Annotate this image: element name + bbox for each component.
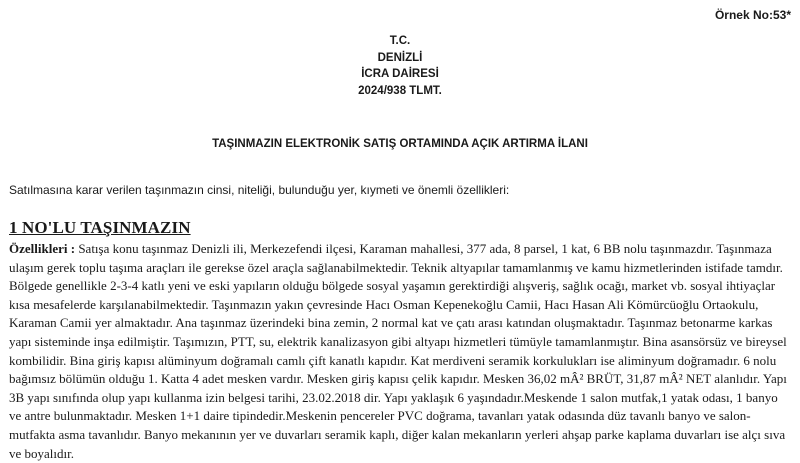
header-office: İCRA DAİRESİ [361, 68, 439, 81]
section-title: 1 NO'LU TAŞINMAZIN [9, 218, 191, 237]
header-country: T.C. [389, 35, 411, 47]
description-text: Satışa konu taşınmaz Denizli ili, Merkezefendi ilçesi, Karaman mahallesi, 377 ada, 8 parsel, 1 kat, 6 BB nolu taşınmazdır. Taşınmaza ulaşım gerek toplu taşıma araçları ile gerekse özel araçla sağlanabilmektedir. Teknik altyapılar tamamlanmış ve kamu hizmetlerinden istifade tamdır. Bölgede genellikle 2-3-4 katlı yeni ve eski yapıların olduğu bölgede sosyal yaşamın gerektirdiği alışveriş, sağlık ocağı, market vb. sosyal ihtiyaçlar kısa mesafelerde karşılanabilmektedir. Taşınmazın yakın çevresinde Hacı Osman Kepenekoğlu Camii, Hacı Hasan Ali Kömürcüoğlu Ortaokulu, Karaman Camii yer almaktadır. Ana taşınmaz üzerindeki bina zemin, 2 normal kat ve çatı arası katından oluşmaktadır. Taşınmaz betonarme karkas yapı sisteminde inşa edilmiştir. Taşımızın, PTT, su, elektrik kanalizasyon gibi altyapı hizmetleri tümüyle tamamlanmıştır. Bina asansörsüz ve bireysel kombilidir. Bina giriş kapısı alüminyum doğramalı camlı çift kanatlı kapıdır. Kat merdiveni seramik korkulukları ise aliminyum doğramadır. 6 nolu bağımsız bölümün olduğu 1. Katta 4 adet mesken vardır. Mesken giriş kapısı çelik kapıdır. Mesken 36,02 mÂ² BRÜT, 31,87 mÂ² NET alanlıdır. Yapı 3B yapı sınıfında olup yapı kullanma izin belgesi tarihi, 23.02.2018 dir. Yapı yaklaşık 6 yaşındadır.Meskende 1 salon mutfak,1 yatak odası, 1 banyo ve antre bulunmaktadır. Mesken 1+1 daire tipindedir.Meskenin pencereler PVC doğrama, tavanları yatak odasında düz tavanlı banyo ve salon-mutfakta asma tavanlıdır. Banyo mekanının yer ve duvarları seramik kaplı, diğer kalan mekanların yerleri ahşap parke kaplama duvarları ise alçı sıva ve boyalıdır. [9, 241, 787, 461]
sample-number: Örnek No:53* [714, 8, 791, 22]
property-description [9, 240, 792, 463]
document-header [0, 33, 800, 100]
header-file-number: 2024/938 TLMT. [358, 85, 442, 98]
description-label: Özellikleri : [9, 241, 76, 256]
intro-text: Satılmasına karar verilen taşınmazın cinsi, niteliği, bulunduğu yer, kıymeti ve önemli özellikleri: [9, 183, 510, 197]
header-city: DENİZLİ [377, 51, 423, 64]
document-title: TAŞINMAZIN ELEKTRONİK SATIŞ ORTAMINDA AÇIK ARTIRMA İLANI [212, 138, 588, 150]
